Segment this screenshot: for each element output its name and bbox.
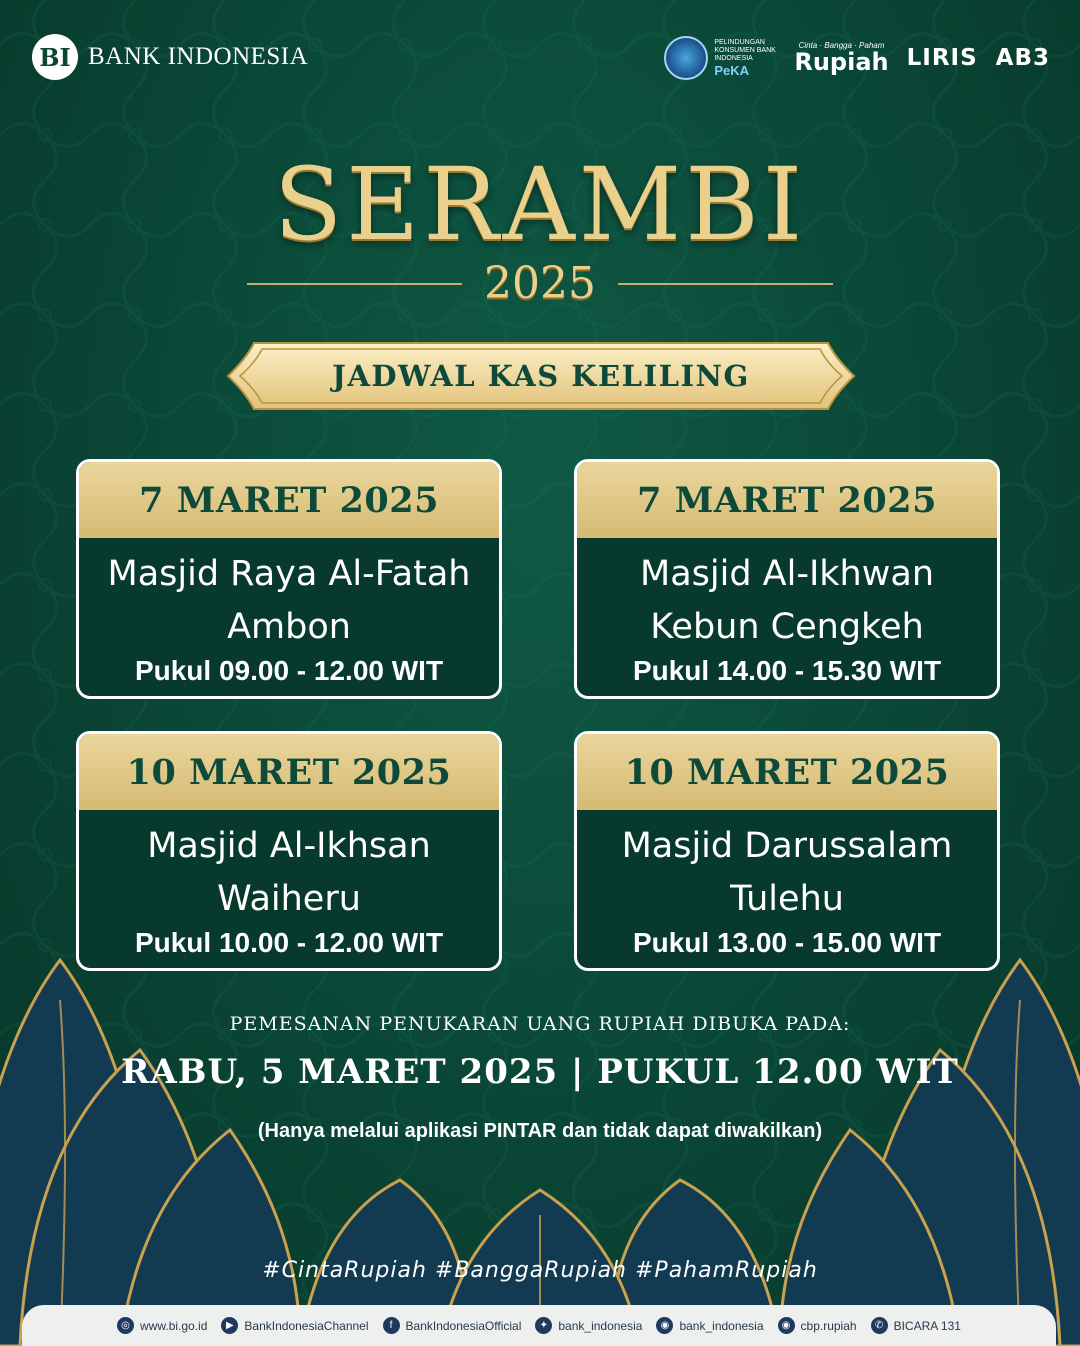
footer-instagram-bi[interactable]: ◉ bank_indonesia xyxy=(656,1317,763,1334)
divider-line xyxy=(247,283,462,285)
youtube-icon: ▶ xyxy=(221,1317,238,1334)
rupiah-word: Rupiah xyxy=(794,48,889,76)
card-time: Pukul 10.00 - 12.00 WIT xyxy=(134,927,444,958)
instagram-icon: ◉ xyxy=(656,1317,673,1334)
card-time: Pukul 13.00 - 15.00 WIT xyxy=(632,927,942,958)
title-year-row xyxy=(0,258,1080,309)
card-header xyxy=(79,462,499,538)
card-place: Waiheru xyxy=(217,879,361,919)
card-place: Masjid Raya Al-Fatah xyxy=(107,554,471,594)
card-place: Kebun Cengkeh xyxy=(650,607,924,647)
schedule-card xyxy=(574,459,1000,699)
card-place: Masjid Al-Ikhwan xyxy=(640,554,934,594)
card-header xyxy=(577,462,997,538)
peka-emblem-icon xyxy=(664,36,708,80)
card-place: Masjid Darussalam xyxy=(621,826,953,866)
footer-phone[interactable]: ✆ BICARA 131 xyxy=(871,1317,961,1334)
ab3-logo: AB3 xyxy=(995,45,1050,71)
partner-logos xyxy=(664,36,1050,80)
bi-emblem-icon: BI xyxy=(32,34,78,80)
globe-icon: ◎ xyxy=(117,1317,134,1334)
schedule-card xyxy=(76,731,502,971)
footer-website[interactable]: ◎ www.bi.go.id xyxy=(117,1317,207,1334)
card-date: 10 MARET 2025 xyxy=(126,751,452,793)
phone-icon: ✆ xyxy=(871,1317,888,1334)
card-body xyxy=(577,810,997,960)
bi-name: BANK INDONESIA xyxy=(88,43,309,70)
card-time: Pukul 14.00 - 15.30 WIT xyxy=(632,655,942,686)
peka-text: PELINDUNGAN KONSUMEN BANK INDONESIA PeKA xyxy=(714,38,776,78)
facebook-icon: f xyxy=(383,1317,400,1334)
footer-bar xyxy=(22,1305,1056,1346)
card-body xyxy=(577,538,997,688)
booking-note: (Hanya melalui aplikasi PINTAR dan tidak dapat diwakilkan) xyxy=(257,1120,823,1142)
bank-indonesia-logo xyxy=(32,34,308,80)
card-time: Pukul 09.00 - 12.00 WIT xyxy=(134,655,444,686)
schedule-card xyxy=(76,459,502,699)
card-date: 7 MARET 2025 xyxy=(139,479,439,521)
event-title xyxy=(0,146,1080,309)
card-body xyxy=(79,538,499,688)
booking-open-datetime: RABU, 5 MARET 2025 | PUKUL 12.00 WIT xyxy=(121,1052,959,1092)
divider-line xyxy=(618,283,833,285)
instagram-icon: ◉ xyxy=(778,1317,795,1334)
footer-youtube[interactable]: ▶ BankIndonesiaChannel xyxy=(221,1317,368,1334)
peka-logo xyxy=(664,36,776,80)
card-header xyxy=(79,734,499,810)
card-header xyxy=(577,734,997,810)
card-place: Tulehu xyxy=(730,879,844,919)
card-place: Ambon xyxy=(227,607,351,647)
booking-open-label: PEMESANAN PENUKARAN UANG RUPIAH DIBUKA PADA: xyxy=(229,1013,851,1035)
title-main: SERAMBI xyxy=(273,146,807,263)
banner-title: JADWAL KAS KELILING xyxy=(332,359,750,393)
schedule-banner xyxy=(224,339,858,413)
rupiah-tagline: Cinta · Bangga · Paham xyxy=(798,41,885,50)
title-year: 2025 xyxy=(484,258,596,309)
liris-logo: LIRIS xyxy=(906,45,978,71)
rupiah-logo xyxy=(794,41,888,75)
card-date: 10 MARET 2025 xyxy=(624,751,950,793)
card-date: 7 MARET 2025 xyxy=(637,479,937,521)
schedule-card xyxy=(574,731,1000,971)
hashtags: #CintaRupiah #BanggaRupiah #PahamRupiah xyxy=(262,1258,818,1283)
footer-instagram-cbp[interactable]: ◉ cbp.rupiah xyxy=(778,1317,857,1334)
twitter-icon: ✦ xyxy=(535,1317,552,1334)
footer-facebook[interactable]: f BankIndonesiaOfficial xyxy=(383,1317,522,1334)
card-body xyxy=(79,810,499,960)
peka-label: PeKA xyxy=(714,62,750,78)
footer-twitter[interactable]: ✦ bank_indonesia xyxy=(535,1317,642,1334)
card-place: Masjid Al-Ikhsan xyxy=(147,826,431,866)
